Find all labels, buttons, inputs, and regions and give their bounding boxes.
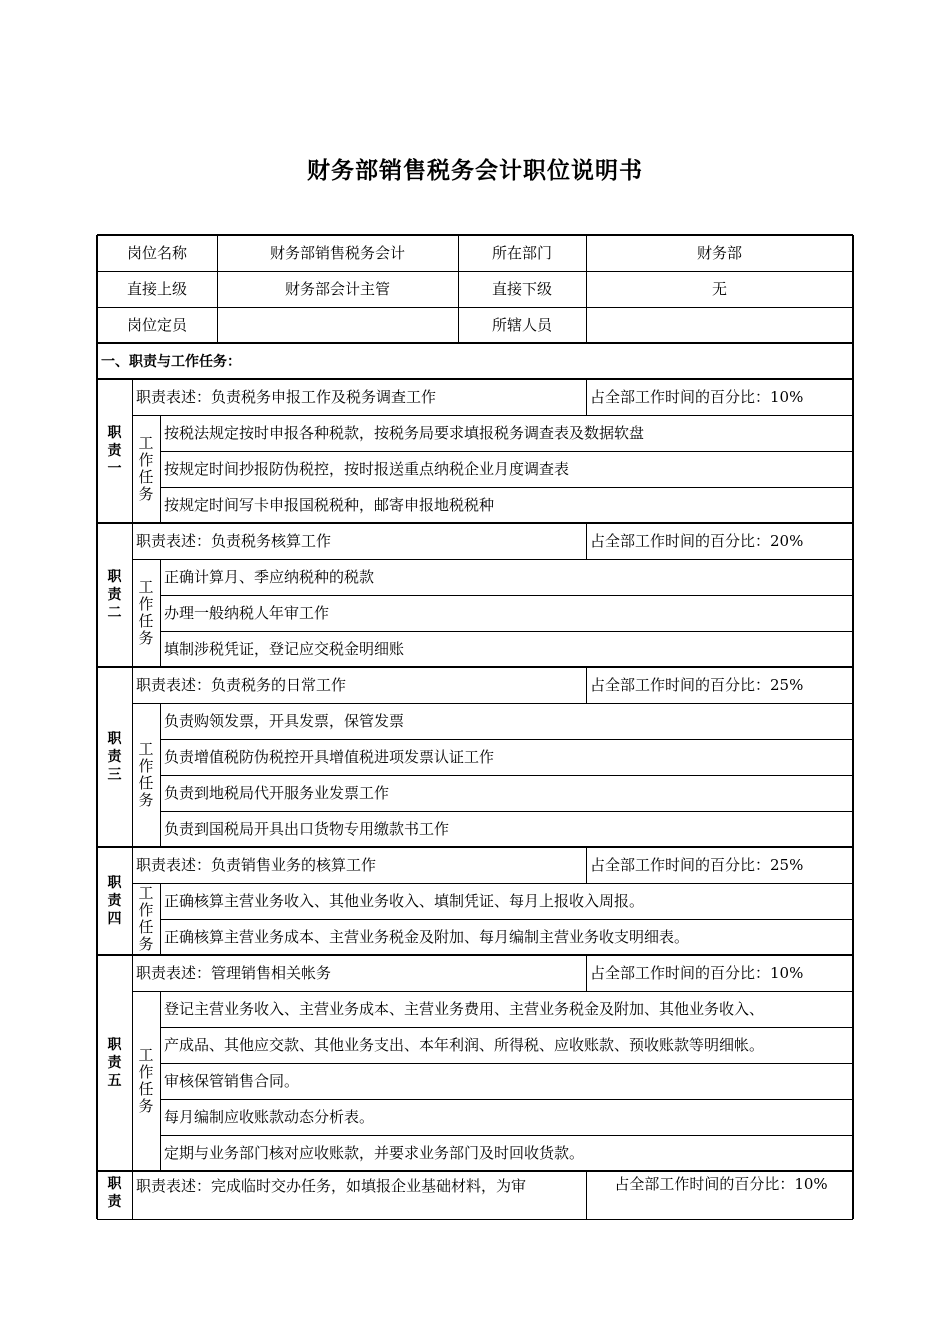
table-rule-vertical (586, 847, 587, 883)
table-rule-horizontal (97, 1170, 853, 1172)
table-rule-horizontal (97, 666, 853, 668)
duty-percent: 占全部工作时间的百分比：25% (590, 676, 804, 694)
task-label: 工 作 任 务 (138, 434, 154, 503)
duty-label: 职 责 三 (107, 731, 122, 783)
duty-percent: 占全部工作时间的百分比：10% (590, 964, 804, 982)
table-rule-horizontal (97, 522, 853, 524)
subordinate-value: 无 (711, 280, 727, 298)
table-rule-vertical (586, 955, 587, 991)
duty-percent: 占全部工作时间的百分比：20% (590, 532, 804, 550)
page-title: 财务部销售税务会计职位说明书 (307, 158, 643, 184)
task-item: 负责购领发票，开具发票，保管发票 (164, 712, 405, 730)
table-rule-horizontal (160, 775, 853, 776)
table-rule-horizontal (97, 271, 853, 272)
table-rule-horizontal (132, 883, 853, 884)
table-rule-horizontal (132, 559, 853, 560)
table-rule-horizontal (160, 451, 853, 452)
table-rule-horizontal (132, 703, 853, 704)
table-rule-vertical (132, 1171, 133, 1219)
duty-statement: 职责表述：负责税务申报工作及税务调查工作 (136, 388, 437, 406)
duty-label: 职 责 一 (107, 425, 122, 477)
quota-label: 岗位定员 (126, 316, 187, 334)
task-item: 登记主营业务收入、主营业务成本、主营业务费用、主营业务税金及附加、其他业务收入、 (164, 1000, 765, 1018)
table-rule-vertical (160, 415, 161, 523)
table-rule-horizontal (160, 487, 853, 488)
task-item: 正确核算主营业务成本、主营业务税金及附加、每月编制主营业务收支明细表。 (164, 928, 690, 946)
table-rule-vertical (160, 883, 161, 955)
task-item: 产成品、其他应交款、其他业务支出、本年利润、所得税、应收账款、预收账款等明细帐。 (164, 1036, 765, 1054)
post-name-label: 岗位名称 (126, 244, 187, 262)
duty-statement: 职责表述：管理销售相关帐务 (136, 964, 332, 982)
section-title: 一、职责与工作任务： (101, 354, 241, 370)
table-rule-vertical (160, 703, 161, 847)
task-item: 负责到国税局开具出口货物专用缴款书工作 (164, 820, 450, 838)
table-rule-horizontal (132, 991, 853, 992)
task-item: 填制涉税凭证，登记应交税金明细账 (164, 640, 405, 658)
table-rule-horizontal (160, 1063, 853, 1064)
dept-value: 财务部 (696, 244, 742, 262)
table-rule-horizontal (160, 595, 853, 596)
duty-label: 职 责 (107, 1176, 122, 1210)
table-rule-vertical (586, 523, 587, 559)
table-rule-vertical (586, 235, 587, 343)
table-rule-vertical (160, 991, 161, 1171)
task-label: 工 作 任 务 (138, 578, 154, 647)
table-rule-horizontal (97, 307, 853, 308)
task-label: 工 作 任 务 (138, 740, 154, 809)
table-rule-horizontal (97, 846, 853, 848)
table-rule-vertical (458, 235, 459, 343)
task-item: 按规定时间抄报防伪税控，按时报送重点纳税企业月度调查表 (164, 460, 570, 478)
task-item: 定期与业务部门核对应收账款，并要求业务部门及时回收货款。 (164, 1144, 585, 1162)
duty-percent: 占全部工作时间的百分比：10% (590, 388, 804, 406)
table-rule-horizontal (160, 919, 853, 920)
table-rule-vertical (217, 235, 218, 343)
task-item: 每月编制应收账款动态分析表。 (164, 1108, 375, 1126)
table-rule-horizontal (97, 342, 853, 344)
superior-value: 财务部会计主管 (284, 280, 390, 298)
duty-label: 职 责 五 (107, 1037, 122, 1089)
table-rule-horizontal (97, 954, 853, 956)
task-item: 负责增值税防伪税控开具增值税进项发票认证工作 (164, 748, 495, 766)
task-item: 按税法规定按时申报各种税款，按税务局要求填报税务调查表及数据软盘 (164, 424, 645, 442)
table-rule-horizontal (97, 234, 853, 236)
table-rule-horizontal (160, 1135, 853, 1136)
task-item: 审核保管销售合同。 (164, 1072, 300, 1090)
table-rule-horizontal (160, 1027, 853, 1028)
duty-statement: 职责表述：完成临时交办任务，如填报企业基础材料，为审 (136, 1177, 527, 1195)
duty-statement: 职责表述：负责销售业务的核算工作 (136, 856, 377, 874)
duty-percent: 占全部工作时间的百分比：25% (590, 856, 804, 874)
task-item: 正确计算月、季应纳税种的税款 (164, 568, 375, 586)
table-rule-horizontal (160, 631, 853, 632)
task-item: 负责到地税局代开服务业发票工作 (164, 784, 390, 802)
table-rule-horizontal (160, 1099, 853, 1100)
table-rule-vertical (586, 1171, 587, 1219)
task-item: 正确核算主营业务收入、其他业务收入、填制凭证、每月上报收入周报。 (164, 892, 645, 910)
table-rule-horizontal (160, 811, 853, 812)
duty-statement: 职责表述：负责税务核算工作 (136, 532, 332, 550)
table-rule-vertical (586, 667, 587, 703)
task-item: 办理一般纳税人年审工作 (164, 604, 330, 622)
superior-label: 直接上级 (126, 280, 187, 298)
task-label: 工 作 任 务 (138, 884, 154, 953)
duty-label: 职 责 二 (107, 569, 122, 621)
task-label: 工 作 任 务 (138, 1046, 154, 1115)
table-rule-horizontal (160, 739, 853, 740)
post-name-value: 财务部销售税务会计 (269, 244, 405, 262)
duty-percent: 占全部工作时间的百分比：10% (614, 1175, 828, 1193)
table-rule-vertical (160, 559, 161, 667)
task-item: 按规定时间写卡申报国税税种，邮寄申报地税税种 (164, 496, 495, 514)
table-rule-vertical (852, 235, 854, 1219)
duty-statement: 职责表述：负责税务的日常工作 (136, 676, 347, 694)
table-rule-horizontal (97, 1219, 853, 1220)
table-rule-vertical (586, 379, 587, 415)
subordinate-label: 直接下级 (491, 280, 552, 298)
table-rule-horizontal (97, 378, 853, 380)
dept-label: 所在部门 (491, 244, 552, 262)
staff-label: 所辖人员 (491, 316, 552, 334)
duty-label: 职 责 四 (107, 875, 122, 927)
table-rule-horizontal (132, 415, 853, 416)
